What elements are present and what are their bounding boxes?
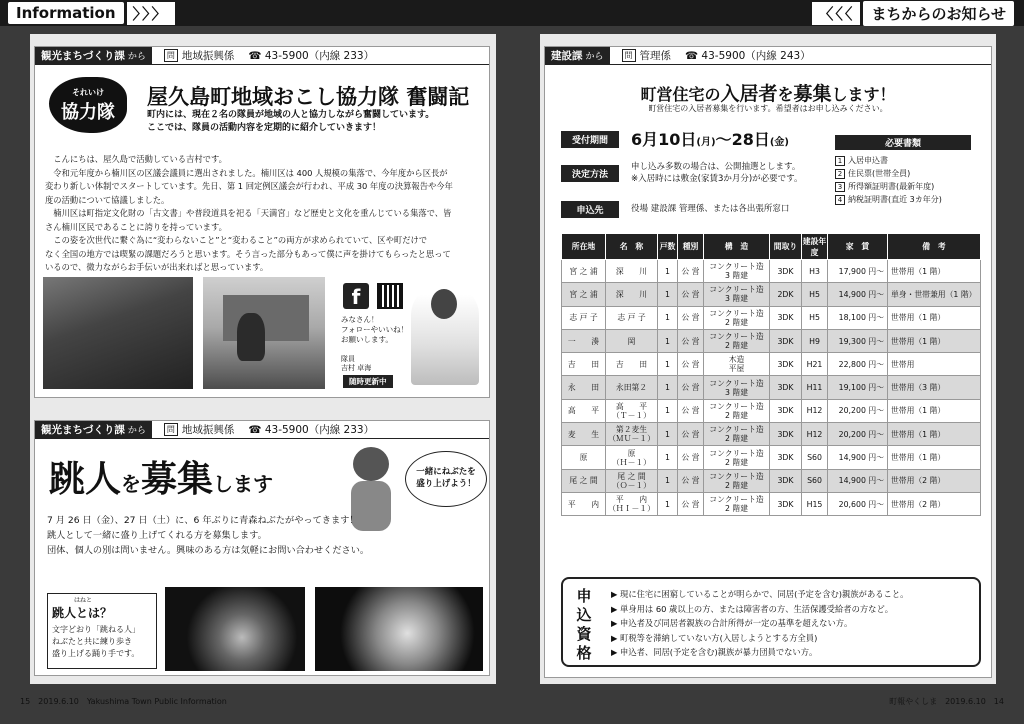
period-dates: 6月10日(月)～28日(金) (631, 130, 789, 149)
table-cell: 世帯用（1 階） (888, 399, 981, 422)
table-cell: 世帯用（1 階） (888, 446, 981, 469)
table-cell: コンクリート造 3 階建 (704, 283, 770, 306)
table-cell: H12 (802, 399, 828, 422)
contact-phone: ☎ 43-5900（内線 243） (685, 50, 811, 62)
facebook-icon: f (343, 283, 369, 309)
table-row (562, 283, 981, 306)
table-cell: H11 (802, 376, 828, 399)
speech-bubble: 一緒にねぶたを 盛り上げよう！ (405, 451, 487, 507)
table-cell: 20,200 円～ (828, 423, 888, 446)
table-cell: 公 営 (678, 353, 704, 376)
contact-icon: 問 (164, 49, 178, 62)
table-cell: H5 (802, 306, 828, 329)
table-cell: 1 (658, 492, 678, 515)
article-title: 町営住宅の入居者を募集します！ (640, 83, 896, 105)
table-cell: H5 (802, 283, 828, 306)
meeting-photo (43, 277, 193, 389)
table-cell: 公 営 (678, 260, 704, 283)
table-cell: 岡 (606, 329, 658, 352)
table-cell: 麦 生 (562, 423, 606, 446)
table-cell: 1 (658, 469, 678, 492)
table-cell: 世帯用（2 階） (888, 469, 981, 492)
table-cell: 志 戸 子 (562, 306, 606, 329)
table-cell: 3DK (770, 260, 802, 283)
table-cell: 3DK (770, 329, 802, 352)
contact-icon: 問 (164, 423, 178, 436)
table-cell: 20,600 円～ (828, 492, 888, 515)
table-row (562, 306, 981, 329)
table-cell: 公 営 (678, 469, 704, 492)
table-cell: 1 (658, 260, 678, 283)
table-cell: 世帯用（2 階） (888, 492, 981, 515)
table-cell: 17,900 円～ (828, 260, 888, 283)
eligibility-box (561, 577, 981, 667)
table-row (562, 423, 981, 446)
right-page (540, 34, 996, 684)
method-text: 申し込み多数の場合は、公開抽選とします。 ※入居時には敷金(家賃3か月分)が必要です。 (631, 162, 803, 184)
right-page-header (512, 0, 1024, 26)
table-cell: コンクリート造 2 階建 (704, 446, 770, 469)
section-label-town-news: まちからのお知らせ (863, 1, 1014, 26)
table-cell: 吉 田 (562, 353, 606, 376)
article-body: こんにちは、屋久島で活動している吉村です。 令和元年度から楠川区の区議会議員に選出されました。楠川区は 400 人規模の集落で、今年度から区長が 変わり新しい体制でスタートしています。先日、第 1 回定例区議会が行われ、平成 30 年度の決算報告や今年 度の活動について協議しました。 楠川区は町指定文化財の「古文書」や普段道具を祀る「天満宮」など歴史と文化を重んじている集落で、皆 さん楠川区民であることに誇りを持っています。 この姿を次世代に繋ぐ為に“変わらないこと”と“変わること”の両方が求められていて、区や町だけで なく全国の地方では喫緊の課題だろうと思います。そう言った部分もあって僕に声を掛けてもらったと思って いるので、微力ながらお手伝いが出来ればと思っています。 (45, 154, 453, 272)
next-arrows-icon: 〉〉〉 (127, 2, 175, 25)
contact-section: 地域振興係 (181, 50, 235, 62)
left-page-header (0, 0, 512, 26)
table-cell: 公 営 (678, 306, 704, 329)
article-subtitle: 町営住宅の入居者募集を行います。希望者はお申し込みください。 (648, 104, 888, 113)
table-cell: 19,300 円～ (828, 329, 888, 352)
table-cell: 3DK (770, 446, 802, 469)
section-label-information: Information (8, 2, 124, 24)
contact-section: 管理係 (639, 50, 672, 62)
apply-text: 役場 建設課 管理係、または各出張所窓口 (631, 204, 790, 214)
department-tag: 観光まちづくり課 から (35, 421, 152, 439)
eligibility-label: 申込資格 (576, 587, 592, 662)
apply-label: 申込先 (561, 201, 619, 218)
table-cell: コンクリート造 2 階建 (704, 423, 770, 446)
table-cell: 18,100 円～ (828, 306, 888, 329)
table-cell: 1 (658, 306, 678, 329)
article-title: 跳人を募集します (49, 458, 274, 500)
table-cell: 14,900 円～ (828, 446, 888, 469)
table-cell: 平 内 （ＨＩ－１） (606, 492, 658, 515)
department-tag: 観光まちづくり課 から (35, 47, 152, 65)
qr-code-icon (377, 283, 403, 309)
table-cell: H9 (802, 329, 828, 352)
table-cell: コンクリート造 2 階建 (704, 399, 770, 422)
table-cell: 1 (658, 446, 678, 469)
table-cell: 吉 田 (606, 353, 658, 376)
haneto-explainer-box: はねと 跳人とは？ 文字どおり「跳ねる人」 ねぶたと共に練り歩き 盛り上げる踊り手です。 (47, 593, 157, 669)
dancers-photo (165, 587, 305, 671)
table-cell: 3DK (770, 306, 802, 329)
haneto-article (34, 420, 490, 676)
contact-section: 地域振興係 (181, 424, 235, 436)
table-cell: 公 営 (678, 492, 704, 515)
table-cell: 公 営 (678, 376, 704, 399)
table-header-row: 所在地 名 称 戸数 種別 構 造 間取り 建設年度 家 賃 備 考 (562, 234, 981, 260)
period-label: 受付期間 (561, 131, 619, 148)
table-cell: 22,800 円～ (828, 353, 888, 376)
article-lead: 町内には、現在２名の隊員が地域の人と協力しながら奮闘しています。 ここでは、隊員の活動内容を定期的に紹介していきます！ (147, 110, 435, 133)
method-label: 決定方法 (561, 165, 619, 182)
table-cell: 公 営 (678, 446, 704, 469)
table-cell: H21 (802, 353, 828, 376)
table-cell: S60 (802, 469, 828, 492)
table-cell: H3 (802, 260, 828, 283)
table-cell: 世帯用（1 階） (888, 306, 981, 329)
table-row (562, 376, 981, 399)
kyoryokutai-article (34, 46, 490, 398)
table-cell: 1 (658, 376, 678, 399)
table-cell: コンクリート造 2 階建 (704, 329, 770, 352)
table-cell: 公 営 (678, 283, 704, 306)
prev-arrows-icon: 〈〈〈 (812, 2, 860, 25)
table-cell: 公 営 (678, 329, 704, 352)
table-cell: 1 (658, 353, 678, 376)
update-badge: 随時更新中 (343, 375, 393, 388)
table-cell: コンクリート造 2 階建 (704, 306, 770, 329)
housing-table (561, 233, 981, 516)
table-cell: 3DK (770, 353, 802, 376)
table-cell: 第２麦生 （ＭＵ－１） (606, 423, 658, 446)
table-cell: 平 内 (562, 492, 606, 515)
reporter-photo (411, 285, 479, 385)
table-row (562, 353, 981, 376)
article-body: 7 月 26 日（金）、27 日（土）に、6 年ぶりに青森ねぶたがやってきます！ 跳人として一緒に盛り上げてくれる方を募集します。 団体、個人の別は問いません。興味のある方は気軽にお問い合わせください。 (47, 515, 370, 556)
table-cell: 世帯用 (888, 353, 981, 376)
footer-left: 15 2019.6.10 Yakushima Town Public Information (20, 697, 227, 706)
table-cell: 高 平 （Ｔ－１） (606, 399, 658, 422)
table-cell: コンクリート造 3 階建 (704, 260, 770, 283)
contact-phone: ☎ 43-5900（内線 233） (248, 50, 375, 62)
table-cell: 世帯用（1 階） (888, 260, 981, 283)
table-cell: H15 (802, 492, 828, 515)
table-cell: 世帯用（1 階） (888, 423, 981, 446)
table-cell: 単身・世帯兼用（1 階） (888, 283, 981, 306)
article-title: 屋久島町地域おこし協力隊 奮闘記 (147, 84, 470, 109)
table-row (562, 260, 981, 283)
table-cell: H12 (802, 423, 828, 446)
table-cell: 公 営 (678, 399, 704, 422)
department-tag: 建設課 から (545, 47, 610, 65)
table-cell: 原 (562, 446, 606, 469)
facebook-promo (335, 279, 485, 391)
table-cell: S60 (802, 446, 828, 469)
article-header (35, 47, 489, 65)
table-row (562, 492, 981, 515)
left-page (30, 34, 496, 684)
table-cell: コンクリート造 2 階建 (704, 469, 770, 492)
table-row (562, 446, 981, 469)
table-cell: 原 （Ｈ－１） (606, 446, 658, 469)
table-cell: 宮 之 浦 (562, 260, 606, 283)
table-cell: 志 戸 子 (606, 306, 658, 329)
table-cell: 20,200 円～ (828, 399, 888, 422)
table-cell: 3DK (770, 376, 802, 399)
table-cell: 3DK (770, 399, 802, 422)
article-header (35, 421, 489, 439)
table-cell: 世帯用（3 階） (888, 376, 981, 399)
table-cell: 尾 之 間 （Ｏ－１） (606, 469, 658, 492)
table-cell: 3DK (770, 423, 802, 446)
contact-phone: ☎ 43-5900（内線 233） (248, 424, 375, 436)
table-cell: コンクリート造 2 階建 (704, 492, 770, 515)
article-header (545, 47, 991, 65)
table-cell: 2DK (770, 283, 802, 306)
table-row (562, 469, 981, 492)
nebuta-float-photo (315, 587, 483, 671)
table-cell: 1 (658, 329, 678, 352)
table-cell: 14,900 円～ (828, 283, 888, 306)
eligibility-list: ▶ 現に住宅に困窮していることが明らかで、同居(予定を含む)親族があること。 ▶ 単身用は 60 歳以上の方、または障害者の方、生活保護受給者の方など。 ▶ 申込者及び同居者親族の合計所得が一定の基準を超えない方。 ▶ 町税等を滞納していない方(入居しようとする方全員) ▶ 申込者、同居(予定を含む)親族が暴力団員でない方。 (611, 589, 909, 657)
table-cell: 永田第２ (606, 376, 658, 399)
table-cell: 宮 之 浦 (562, 283, 606, 306)
shrine-statue-photo (203, 277, 325, 389)
table-cell: 深 川 (606, 283, 658, 306)
reporter-credit: 隊員 吉村 卓海 (341, 355, 372, 372)
table-row (562, 399, 981, 422)
table-cell: 高 平 (562, 399, 606, 422)
table-cell: 3DK (770, 492, 802, 515)
contact-icon: 問 (622, 49, 636, 62)
table-row (562, 329, 981, 352)
footer-right: 町報やくしま 2019.6.10 14 (889, 697, 1004, 706)
required-documents: 必要書類 1 入居申込書 2 住民票(世帯全員) 3 所得額証明書(最新年度) 4 納税証明書(直近 3カ年分) (835, 135, 971, 206)
table-cell: 1 (658, 399, 678, 422)
housing-article (544, 46, 992, 678)
facebook-follow-text: みなさん！ フォローやいいね！ お願いします。 (341, 315, 409, 344)
table-cell: 一 湊 (562, 329, 606, 352)
table-cell: 永 田 (562, 376, 606, 399)
table-cell: 世帯用（1 階） (888, 329, 981, 352)
table-cell: 3DK (770, 469, 802, 492)
table-cell: 尾 之 間 (562, 469, 606, 492)
kyoryokutai-badge: それいけ 協力隊 (49, 77, 127, 133)
table-cell: 深 川 (606, 260, 658, 283)
table-cell: 19,100 円～ (828, 376, 888, 399)
table-cell: 14,900 円～ (828, 469, 888, 492)
table-cell: 1 (658, 423, 678, 446)
table-cell: 公 営 (678, 423, 704, 446)
table-cell: 木造 平屋 (704, 353, 770, 376)
table-cell: コンクリート造 3 階建 (704, 376, 770, 399)
table-cell: 1 (658, 283, 678, 306)
